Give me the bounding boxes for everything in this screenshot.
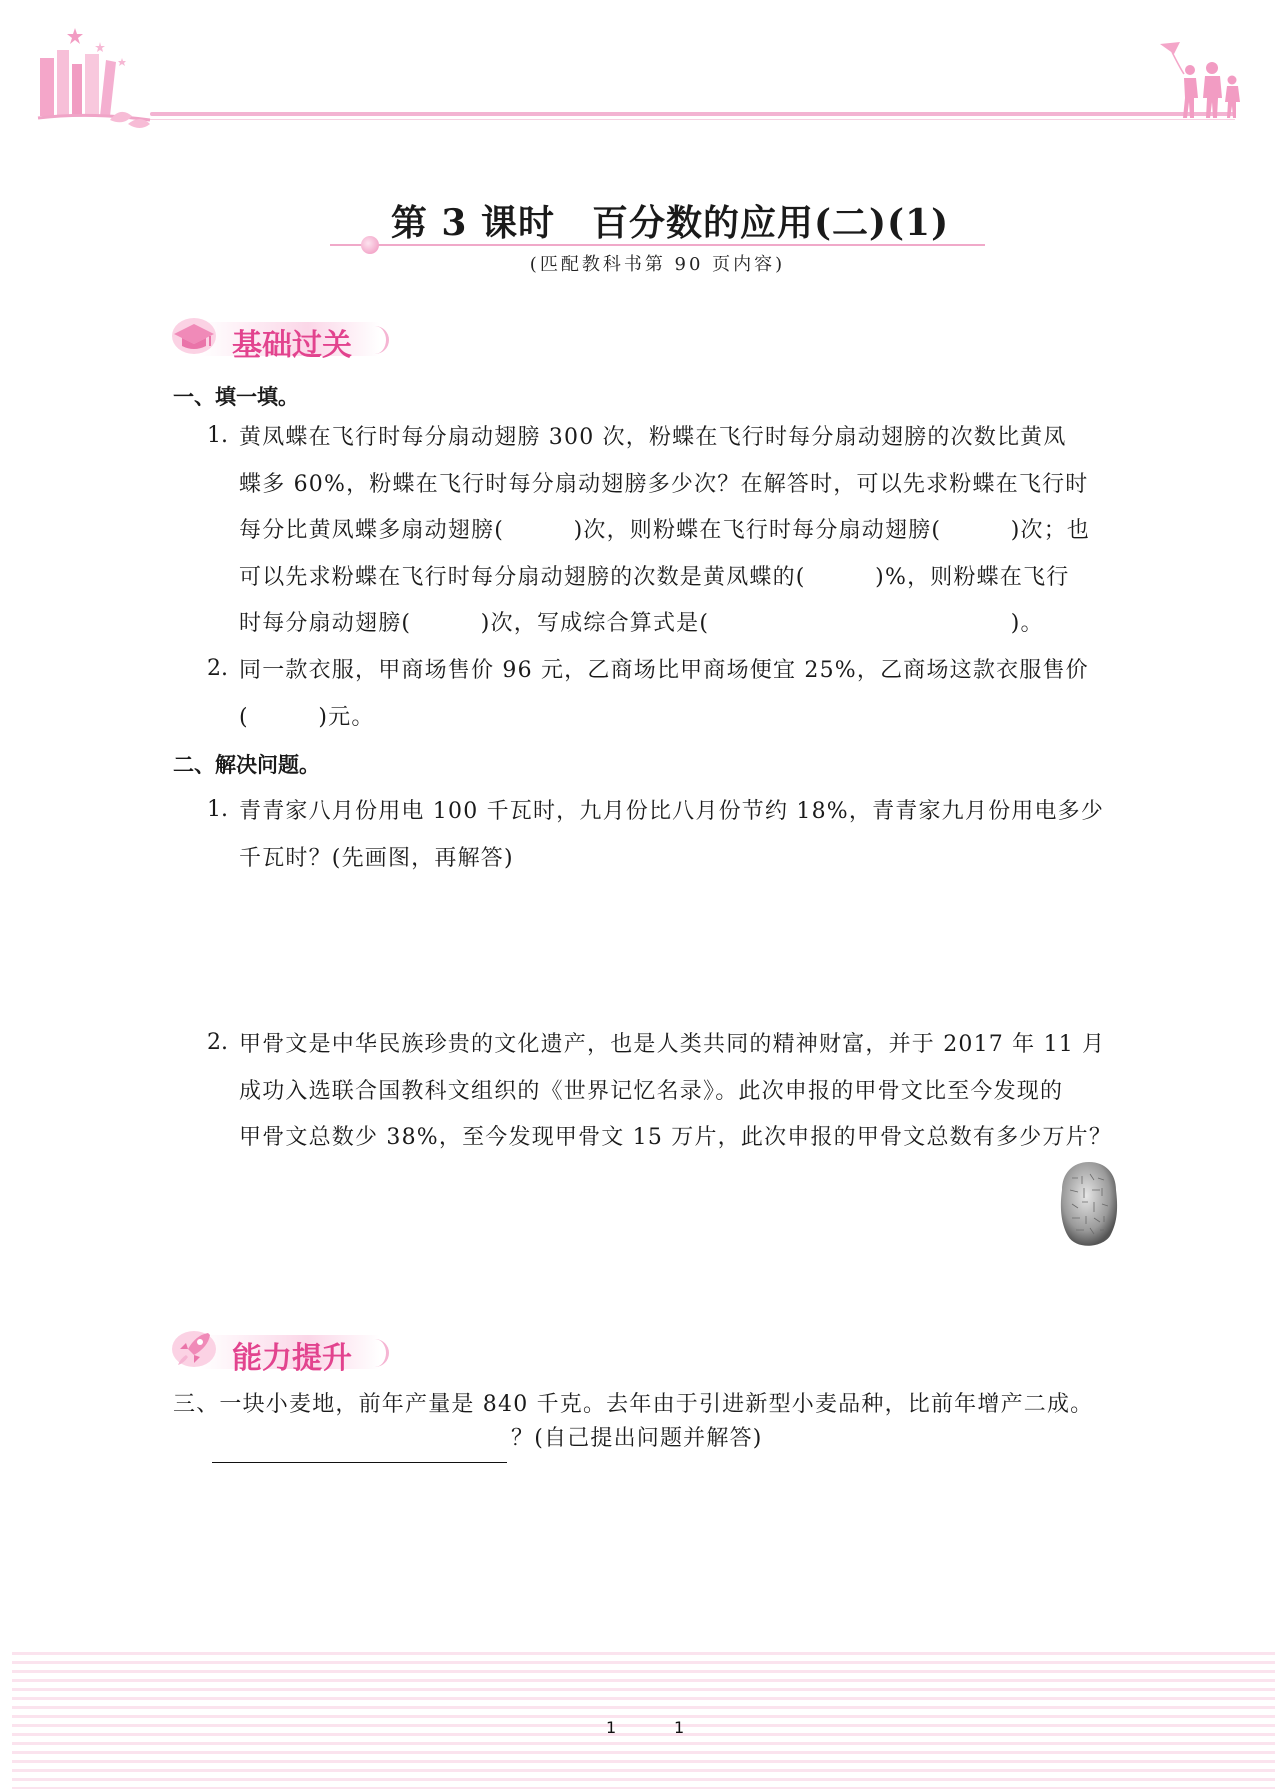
part2-q1-text <box>239 789 1159 882</box>
children-kite-silhouette-icon <box>1150 40 1250 120</box>
part3-question: 三、一块小麦地，前年产量是 840 千克。去年由于引进新型小麦品种，比前年增产二成。 <box>173 1392 1094 1417</box>
section-banner-advanced <box>170 1325 400 1377</box>
text-line: 甲骨文是中华民族珍贵的文化遗产，也是人类共同的精神财富，并于 2017 年 11 月 <box>239 1032 1106 1057</box>
text-line: 青青家八月份用电 100 千瓦时，九月份比八月份节约 18%，青青家九月份用电多少 <box>239 799 1105 824</box>
title-underline <box>330 244 985 246</box>
oracle-bone-image <box>1058 1160 1120 1252</box>
banner-tail <box>370 326 389 354</box>
text-line: ( )元。 <box>239 704 375 730</box>
header-rule <box>150 112 1235 116</box>
banner-title: 能力提升 <box>232 1341 352 1376</box>
part3-prompt-text: ？(自己提出问题并解答) <box>511 1426 763 1451</box>
text-line: 同一款衣服，甲商场售价 96 元，乙商场比甲商场便宜 25%，乙商场这款衣服售价 <box>239 658 1089 683</box>
q1-number: 1. <box>207 423 228 448</box>
page-number-left: 1 <box>606 1718 617 1737</box>
part2-q2-text <box>239 1022 1159 1162</box>
books-decoration-icon <box>30 20 160 130</box>
page-number-right: 1 <box>674 1718 685 1737</box>
graduation-cap-icon <box>170 314 218 358</box>
text-line: 成功入选联合国教科文组织的《世界记忆名录》。此次申报的甲骨文比至今发现的 <box>239 1078 1064 1104</box>
page-title: 第 3 课时 百分数的应用(二)(1) <box>390 202 950 244</box>
part3-prompt <box>212 1416 1112 1463</box>
q1-number: 1. <box>207 797 228 822</box>
part1-q2-text <box>239 648 1159 741</box>
text-line: 甲骨文总数少 38%，至今发现甲骨文 15 万片，此次申报的甲骨文总数有多少万片？ <box>239 1125 1113 1150</box>
text-line: 每分比黄凤蝶多扇动翅膀( )次，则粉蝶在飞行时每分扇动翅膀( )次；也 <box>239 518 1091 543</box>
page-subtitle: (匹配教科书第 90 页内容) <box>529 254 786 275</box>
answer-blank-line[interactable] <box>212 1440 507 1463</box>
text-line: 蝶多 60%，粉蝶在飞行时每分扇动翅膀多少次？在解答时，可以先求粉蝶在飞行时 <box>239 471 1089 497</box>
header-rule-thin <box>150 119 1235 120</box>
text-line: 可以先求粉蝶在飞行时每分扇动翅膀的次数是黄凤蝶的( )%，则粉蝶在飞行 <box>239 564 1070 590</box>
banner-tail <box>370 1339 389 1367</box>
section-banner-basic <box>170 312 400 364</box>
part2-heading: 二、解决问题。 <box>173 753 320 777</box>
text-line: 黄凤蝶在飞行时每分扇动翅膀 300 次，粉蝶在飞行时每分扇动翅膀的次数比黄凤 <box>239 425 1067 450</box>
q2-number: 2. <box>207 656 228 681</box>
q2-number: 2. <box>207 1030 228 1055</box>
part1-heading: 一、填一填。 <box>173 385 299 409</box>
part1-q1-text <box>239 415 1159 648</box>
text-line: 时每分扇动翅膀( )次，写成综合算式是( )。 <box>239 611 1044 636</box>
footer-stripes <box>12 1652 1275 1789</box>
banner-title: 基础过关 <box>232 328 352 363</box>
text-line: 千瓦时？(先画图，再解答) <box>239 845 514 871</box>
rocket-icon <box>170 1327 218 1371</box>
